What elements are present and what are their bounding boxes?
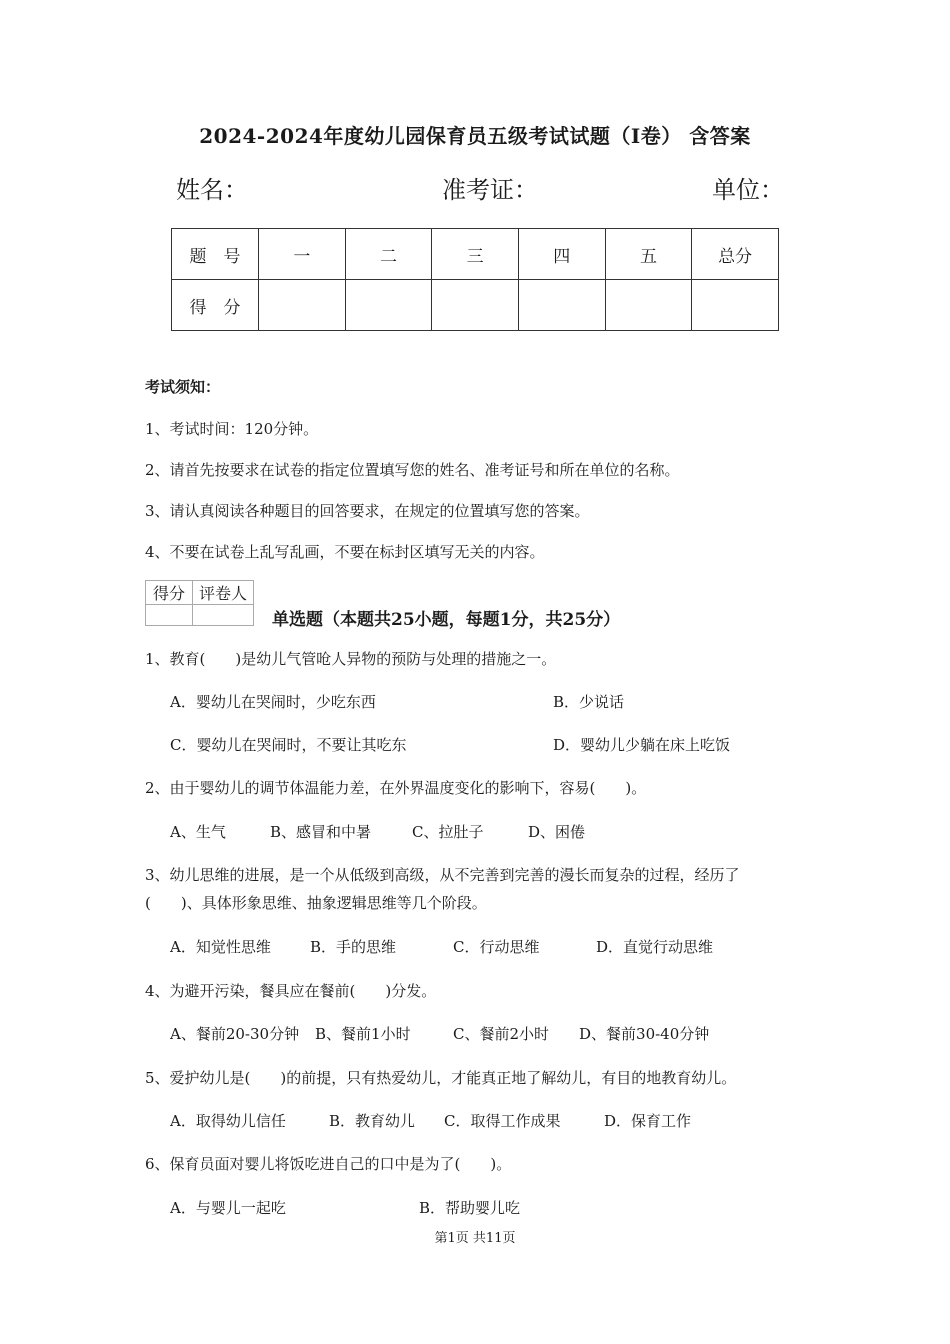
score-cell[interactable] xyxy=(518,280,605,331)
score-header-cell: 二 xyxy=(345,229,432,280)
question-option: D、困倦 xyxy=(528,823,586,841)
question-stem: 1、教育( )是幼儿气管呛人异物的预防与处理的措施之一。 xyxy=(145,650,557,668)
grader-table xyxy=(145,580,254,626)
notice-heading: 考试须知： xyxy=(145,378,221,396)
score-table xyxy=(171,228,779,331)
question-option: B、餐前1小时 xyxy=(315,1025,411,1043)
question-option: A．与婴儿一起吃 xyxy=(170,1199,286,1217)
score-table-score-row xyxy=(172,280,779,331)
question-option: A、餐前20-30分钟 xyxy=(170,1025,300,1043)
score-header-cell: 四 xyxy=(518,229,605,280)
question-option: A．知觉性思维 xyxy=(170,938,271,956)
exam-id-field-label: 准考证： xyxy=(442,176,538,204)
question-option: D．婴幼儿少躺在床上吃饭 xyxy=(553,736,731,754)
score-header-cell: 题 号 xyxy=(172,229,259,280)
question-option: C．婴幼儿在哭闹时，不要让其吃东 xyxy=(170,736,407,754)
grader-name-label: 评卷人 xyxy=(193,581,254,605)
score-cell[interactable] xyxy=(345,280,432,331)
question-option: D．直觉行动思维 xyxy=(596,938,714,956)
notice-item: 3、请认真阅读各种题目的回答要求，在规定的位置填写您的答案。 xyxy=(145,502,590,520)
score-header-cell: 五 xyxy=(605,229,692,280)
question-stem: 5、爱护幼儿是( )的前提，只有热爱幼儿，才能真正地了解幼儿，有目的地教育幼儿。 xyxy=(145,1069,737,1087)
page-title: 2024-2024年度幼儿园保育员五级考试试题（I卷） 含答案 xyxy=(199,124,751,148)
question-option: D、餐前30-40分钟 xyxy=(579,1025,710,1043)
notice-item: 4、不要在试卷上乱写乱画，不要在标封区填写无关的内容。 xyxy=(145,543,545,561)
score-table-header-row xyxy=(172,229,779,280)
question-stem-continued: ( )、具体形象思维、抽象逻辑思维等几个阶段。 xyxy=(145,894,487,912)
question-option: B、感冒和中暑 xyxy=(270,823,372,841)
question-option: A．婴幼儿在哭闹时，少吃东西 xyxy=(170,693,376,711)
question-stem: 3、幼儿思维的进展，是一个从低级到高级，从不完善到完善的漫长而复杂的过程，经历了 xyxy=(145,866,740,884)
page-footer: 第1页 共11页 xyxy=(434,1231,516,1246)
question-option: B．手的思维 xyxy=(310,938,397,956)
grader-name-cell[interactable] xyxy=(193,605,254,626)
name-field-label: 姓名： xyxy=(176,176,248,204)
notice-item: 1、考试时间：120分钟。 xyxy=(145,420,319,438)
question-option: C、餐前2小时 xyxy=(453,1025,550,1043)
score-header-cell: 一 xyxy=(259,229,346,280)
question-option: B．帮助婴儿吃 xyxy=(419,1199,521,1217)
section-title: 单选题（本题共25小题，每题1分，共25分） xyxy=(272,610,621,630)
grader-score-label: 得分 xyxy=(146,581,193,605)
score-cell[interactable] xyxy=(432,280,519,331)
question-stem: 2、由于婴幼儿的调节体温能力差，在外界温度变化的影响下，容易( )。 xyxy=(145,779,647,797)
question-option: C．行动思维 xyxy=(453,938,540,956)
unit-field-label: 单位： xyxy=(712,176,784,204)
question-stem: 4、为避开污染，餐具应在餐前( )分发。 xyxy=(145,982,437,1000)
question-option: D．保育工作 xyxy=(604,1112,692,1130)
score-cell[interactable] xyxy=(259,280,346,331)
score-cell[interactable] xyxy=(605,280,692,331)
score-row-label: 得 分 xyxy=(172,280,259,331)
question-option: B．少说话 xyxy=(553,693,625,711)
grader-score-cell[interactable] xyxy=(146,605,193,626)
question-stem: 6、保育员面对婴儿将饭吃进自己的口中是为了( )。 xyxy=(145,1155,512,1173)
question-option: A．取得幼儿信任 xyxy=(170,1112,286,1130)
score-header-cell: 三 xyxy=(432,229,519,280)
score-header-cell: 总分 xyxy=(692,229,779,280)
question-option: C．取得工作成果 xyxy=(444,1112,561,1130)
question-option: B．教育幼儿 xyxy=(329,1112,416,1130)
question-option: A、生气 xyxy=(170,823,226,841)
score-cell[interactable] xyxy=(692,280,779,331)
question-option: C、拉肚子 xyxy=(412,823,484,841)
notice-item: 2、请首先按要求在试卷的指定位置填写您的姓名、准考证号和所在单位的名称。 xyxy=(145,461,680,479)
